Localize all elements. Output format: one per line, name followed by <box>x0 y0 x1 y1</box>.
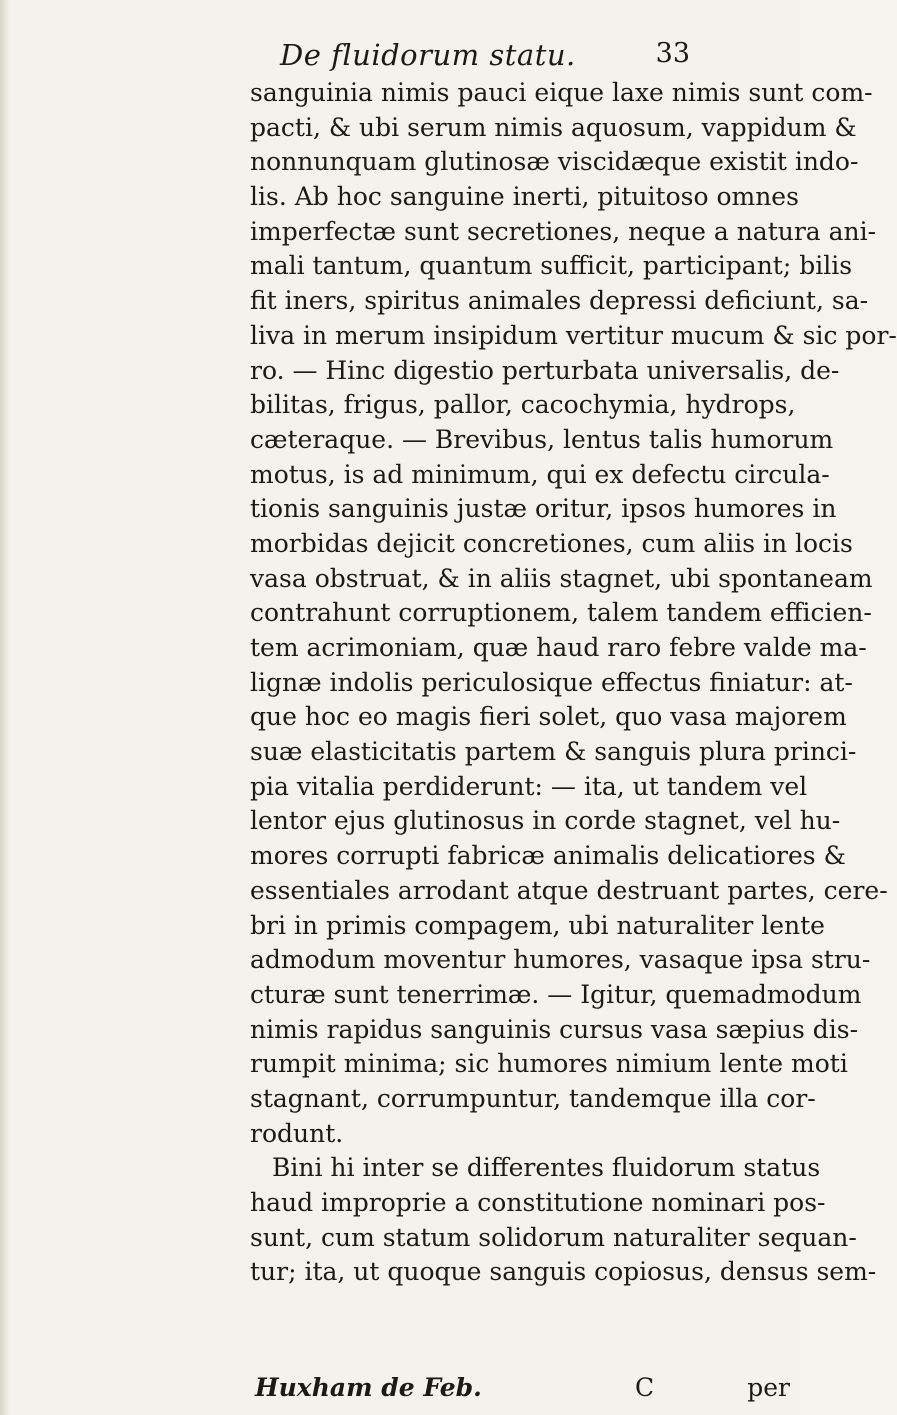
body-text <box>250 76 897 1290</box>
text-line: liva in merum insipidum vertitur mucum & sic por- <box>250 320 897 350</box>
text-line: ro. — Hinc digestio perturbata universalis, de- <box>250 355 840 385</box>
text-line: stagnant, corrumpuntur, tandemque illa cor- <box>250 1083 816 1113</box>
footer-signature: Huxham de Feb. <box>255 1373 482 1402</box>
text-line: imperfectæ sunt secretiones, neque a natura ani- <box>250 216 877 246</box>
text-line: mali tantum, quantum sufficit, participant; bilis <box>250 251 853 281</box>
text-line: vasa obstruat, & in aliis stagnet, ubi spontaneam <box>250 563 873 593</box>
signature-mark: C <box>635 1373 655 1402</box>
text-line: lignæ indolis periculosique effectus finiatur: at- <box>250 667 853 697</box>
page-header <box>210 38 690 78</box>
text-line: sanguinia nimis pauci eique laxe nimis sunt com- <box>250 78 873 107</box>
catchword: per <box>747 1373 790 1402</box>
text-line: fit iners, spiritus animales depressi deficiunt, sa- <box>250 286 869 316</box>
text-line: mores corrupti fabricæ animalis delicatiores & <box>250 841 846 871</box>
text-line: essentiales arrodant atque destruant partes, cere- <box>250 875 888 905</box>
text-line: bri in primis compagem, ubi naturaliter lente <box>250 910 825 940</box>
text-line: lentor ejus glutinosus in corde stagnet, vel hu- <box>250 806 841 836</box>
text-line: tem acrimoniam, quæ haud raro febre valde ma- <box>250 633 867 662</box>
text-line: morbidas dejicit concretiones, cum aliis in locis <box>250 528 853 558</box>
running-head: De fluidorum statu. <box>280 38 576 72</box>
text-line: nonnunquam glutinosæ viscidæque existit indo- <box>250 147 859 177</box>
text-line: pacti, & ubi serum nimis aquosum, vappidum & <box>250 112 857 142</box>
text-line: contrahunt corruptionem, talem tandem efficien- <box>250 598 872 628</box>
text-line: haud improprie a constitutione nominari pos- <box>250 1188 826 1217</box>
page-footer <box>255 1373 790 1407</box>
text-line: tionis sanguinis justæ oritur, ipsos humores in <box>250 494 837 524</box>
text-line: cturæ sunt tenerrimæ. — Igitur, quemadmodum <box>250 979 862 1009</box>
text-line: suæ elasticitatis partem & sanguis plura princi- <box>250 737 857 767</box>
text-line: pia vitalia perdiderunt: — ita, ut tandem vel <box>250 771 808 801</box>
text-line: rumpit minima; sic humores nimium lente moti <box>250 1049 848 1079</box>
text-line: motus, is ad minimum, qui ex defectu circula- <box>250 459 830 489</box>
page-edge-shadow <box>0 0 10 1415</box>
text-line: que hoc eo magis fieri solet, quo vasa majorem <box>250 702 847 732</box>
text-line: Bini hi inter se differentes fluidorum status <box>272 1153 821 1183</box>
text-line: lis. Ab hoc sanguine inerti, pituitoso omnes <box>250 182 799 212</box>
text-line: bilitas, frigus, pallor, cacochymia, hydrops, <box>250 390 796 420</box>
text-line: sunt, cum statum solidorum naturaliter sequan- <box>250 1222 857 1252</box>
page-number: 33 <box>655 38 690 69</box>
text-line: rodunt. <box>250 1118 344 1148</box>
text-line: tur; ita, ut quoque sanguis copiosus, densus sem- <box>250 1257 877 1287</box>
text-line: cæteraque. — Brevibus, lentus talis humorum <box>250 424 834 454</box>
text-line: nimis rapidus sanguinis cursus vasa sæpius dis- <box>250 1014 859 1044</box>
text-line: admodum moventur humores, vasaque ipsa stru- <box>250 945 871 975</box>
